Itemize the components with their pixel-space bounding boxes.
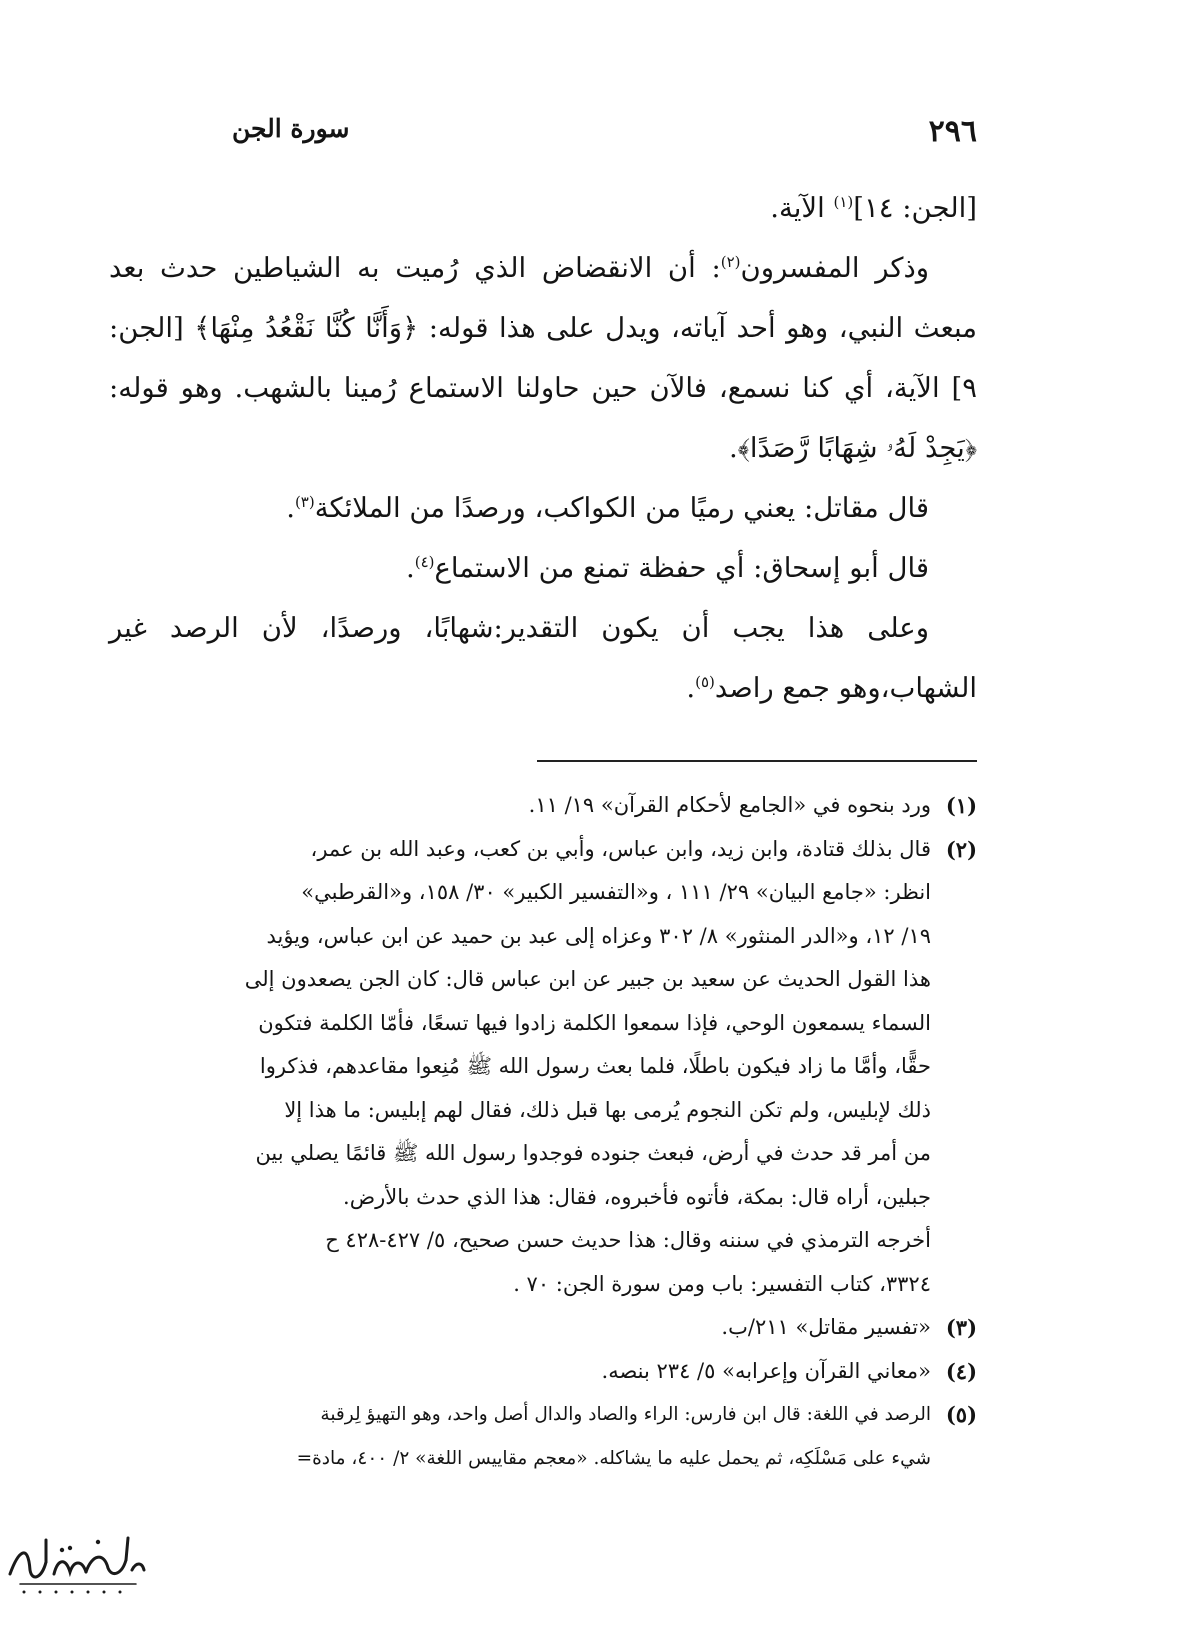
footnote-2 xyxy=(109,828,977,1307)
footnote-line: من أمر قد حدث في أرض، فبعث جنوده فوجدوا رسول الله ﷺ قائمًا يصلي بين xyxy=(255,1141,931,1165)
footnote-line: شيء على مَسْلَكِه، ثم يحمل عليه ما يشاكله. «معجم مقاييس اللغة» ٢/ ٤٠٠، مادة= xyxy=(296,1447,931,1469)
almishkat-logo-icon xyxy=(0,1512,150,1602)
paragraph-2-start: وذكر المفسرون xyxy=(740,252,929,284)
paragraph-5-text: وعلى هذا يجب أن يكون التقدير:شهابًا، ورصدًا، لأن الرصد غير الشهاب،وهو جمع راصد xyxy=(109,612,977,704)
paragraph-2-middle: : أن الانقضاض الذي رُميت به الشياطين حدث بعد مبعث النبي، وهو أحد آياته، ويدل على هذا قوله: xyxy=(109,252,977,344)
paragraph-2-after-quote: [الجن: ٩] الآية، أي كنا نسمع، فالآن حين حاولنا الاستماع رُمينا بالشهب. وهو قوله: xyxy=(109,312,977,404)
paragraph-4 xyxy=(109,538,977,598)
footnote-ref-3[interactable]: (٣) xyxy=(294,492,315,511)
footnote-line: ورد بنحوه في «الجامع لأحكام القرآن» ١٩/ ١١. xyxy=(528,793,931,817)
footnote-ref-2[interactable]: (٢) xyxy=(720,252,741,271)
paragraph-5-end: . xyxy=(686,672,696,704)
footnote-number: (٣) xyxy=(945,1315,977,1340)
footnote-body xyxy=(109,1306,931,1350)
footnote-body xyxy=(109,784,931,828)
footnote-4 xyxy=(109,1350,977,1394)
main-text xyxy=(109,178,977,718)
verse-reference: [الجن: ١٤] xyxy=(853,192,977,224)
paragraph-3-text: قال مقاتل: يعني رميًا من الكواكب، ورصدًا من الملائكة xyxy=(314,492,929,524)
footnote-line: ذلك لإبليس، ولم تكن النجوم يُرمى بها قبل ذلك، فقال لهم إبليس: ما هذا إلا xyxy=(284,1097,931,1122)
footnote-line: «تفسير مقاتل» ٢١١/ب. xyxy=(721,1315,931,1339)
footnote-line: هذا القول الحديث عن سعيد بن جبير عن ابن عباس قال: كان الجن يصعدون إلى xyxy=(244,967,931,991)
footnote-divider xyxy=(537,760,977,762)
footnote-line: جبلين، أراه قال: بمكة، فأتوه فأخبروه، فقال: هذا الذي حدث بالأرض. xyxy=(343,1184,931,1209)
footnote-number: (٤) xyxy=(945,1358,977,1384)
footnote-body xyxy=(109,1350,931,1394)
footnote-ref-1[interactable]: (١) xyxy=(833,192,854,211)
paragraph-1-end: الآية. xyxy=(770,192,834,224)
footnote-line: حقًّا، وأمَّا ما زاد فيكون باطلًا، فلما بعث رسول الله ﷺ مُنِعوا مقاعدهم، فذكروا xyxy=(259,1054,931,1078)
footnote-number: (٥) xyxy=(945,1402,977,1427)
running-title: سورة الجن xyxy=(232,114,350,143)
quran-quote-2: ﴿يَجِدْ لَهُۥ شِهَابًا رَّصَدًا﴾ xyxy=(737,432,977,464)
quran-quote-1: ﴿وَأَنَّا كُنَّا نَقْعُدُ مِنْهَا﴾ xyxy=(194,312,419,344)
footnote-5 xyxy=(109,1393,977,1480)
paragraph-1 xyxy=(109,178,977,238)
paragraph-3-end: . xyxy=(286,492,295,524)
footnote-line: السماء يسمعون الوحي، فإذا سمعوا الكلمة زادوا فيها تسعًا، فأمّا الكلمة فتكون xyxy=(258,1010,931,1035)
footnote-line: «معاني القرآن وإعرابه» ٥/ ٢٣٤ بنصه. xyxy=(601,1358,931,1383)
footnotes xyxy=(109,784,977,1480)
footnote-ref-4[interactable]: (٤) xyxy=(414,552,435,571)
page-header xyxy=(232,108,977,156)
footnote-ref-5[interactable]: (٥) xyxy=(695,672,715,691)
footnote-line: أخرجه الترمذي في سننه وقال: هذا حديث حسن صحيح، ٥/ ٤٢٧-٤٢٨ ح xyxy=(325,1228,931,1252)
paragraph-2-end: . xyxy=(728,432,738,464)
paragraph-2 xyxy=(109,238,977,478)
paragraph-3 xyxy=(109,478,977,538)
footnote-line: ٣٣٢٤، كتاب التفسير: باب ومن سورة الجن: ٧٠ . xyxy=(513,1271,931,1296)
paragraph-4-text: قال أبو إسحاق: أي حفظة تمنع من الاستماع xyxy=(434,552,929,584)
paragraph-4-end: . xyxy=(405,552,415,584)
footnote-line: الرصد في اللغة: قال ابن فارس: الراء والصاد والدال أصل واحد، وهو التهيؤ لِرقبة xyxy=(320,1404,931,1425)
footnote-3 xyxy=(109,1306,977,1350)
footnote-number: (٢) xyxy=(945,836,977,862)
footnote-line: ١٩/ ١٢، و«الدر المنثور» ٨/ ٣٠٢ وعزاه إلى عبد بن حميد عن ابن عباس، ويؤيد xyxy=(266,923,931,948)
page-number: ٢٩٦ xyxy=(928,114,977,149)
footnote-1 xyxy=(109,784,977,828)
footnote-line: قال بذلك قتادة، وابن زيد، وابن عباس، وأبي بن كعب، وعبد الله بن عمر، xyxy=(310,836,931,861)
footnote-line: انظر: «جامع البيان» ٢٩/ ١١١ ، و«التفسير الكبير» ٣٠/ ١٥٨، و«القرطبي» xyxy=(301,880,931,904)
footnote-body xyxy=(109,1393,931,1480)
paragraph-5 xyxy=(109,598,977,718)
footnote-number: (١) xyxy=(945,793,977,818)
footnote-body xyxy=(109,828,931,1307)
